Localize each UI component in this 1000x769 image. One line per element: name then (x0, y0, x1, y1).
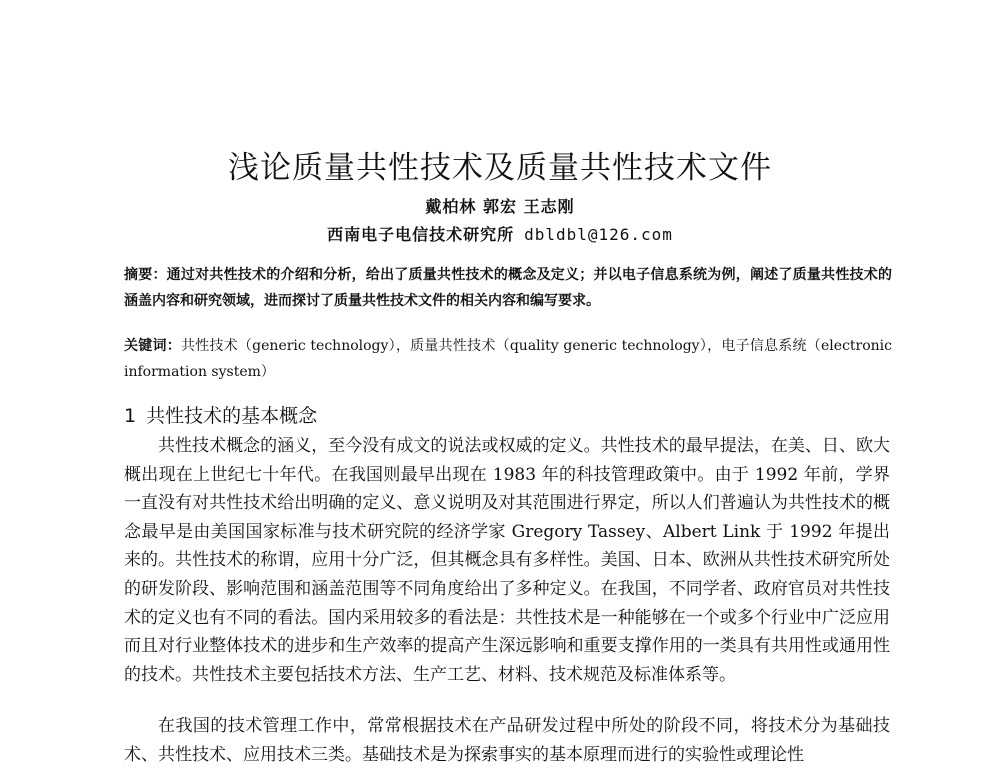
keywords-label: 关键词： (124, 338, 181, 354)
keywords-text: 共性技术（generic technology），质量共性技术（quality generic technology），电子信息系统（electronic information system） (124, 338, 892, 380)
body-paragraph: 共性技术概念的涵义，至今没有成文的说法或权威的定义。共性技术的最早提法，在美、日、欧大概出现在上世纪七十年代。在我国则最早出现在 1983 年的科技管理政策中。由于 1992 年前，学界一直没有对共性技术给出明确的定义、意义说明及对其范围进行界定，所以人们普遍认为共性技术的概念最早是由美国国家标准与技术研究院的经济学家 Gregory Tassey、Albert Link 于 1992 年提出来的。共性技术的称谓，应用十分广泛，但其概念具有多样性。美国、日本、欧洲从共性技术研究所处的研发阶段、影响范围和涵盖范围等不同角度给出了多种定义。在我国，不同学者、政府官员对共性技术的定义也有不同的看法。国内采用较多的看法是：共性技术是一种能够在一个或多个行业中广泛应用而且对行业整体技术的进步和生产效率的提高产生深远影响和重要支撑作用的一类具有共用性或通用性的技术。共性技术主要包括技术方法、生产工艺、材料、技术规范及标准体系等。 (124, 436, 890, 685)
abstract: 摘要：通过对共性技术的介绍和分析，给出了质量共性技术的概念及定义；并以电子信息系统为例，阐述了质量共性技术的涵盖内容和研究领域，进而探讨了质量共性技术文件的相关内容和编写要求。 (124, 267, 892, 309)
affiliation-line (0, 222, 1000, 245)
author-list: 戴柏林 郭宏 王志刚 (425, 197, 575, 216)
author-email: dbldbl@126.com (524, 225, 673, 244)
affiliation: 西南电子电信技术研究所 (327, 225, 515, 244)
section-heading (124, 401, 892, 428)
paper-title: 浅论质量共性技术及质量共性技术文件 (228, 150, 772, 186)
section-number: 1 (124, 405, 137, 427)
keywords (124, 333, 892, 385)
body-paragraph: 在我国的技术管理工作中，常常根据技术在产品研发过程中所处的阶段不同，将技术分为基础技术、共性技术、应用技术三类。基础技术是为探索事实的基本原理而进行的实验性或理论性 (124, 716, 890, 765)
section-title: 共性技术的基本概念 (146, 405, 318, 427)
